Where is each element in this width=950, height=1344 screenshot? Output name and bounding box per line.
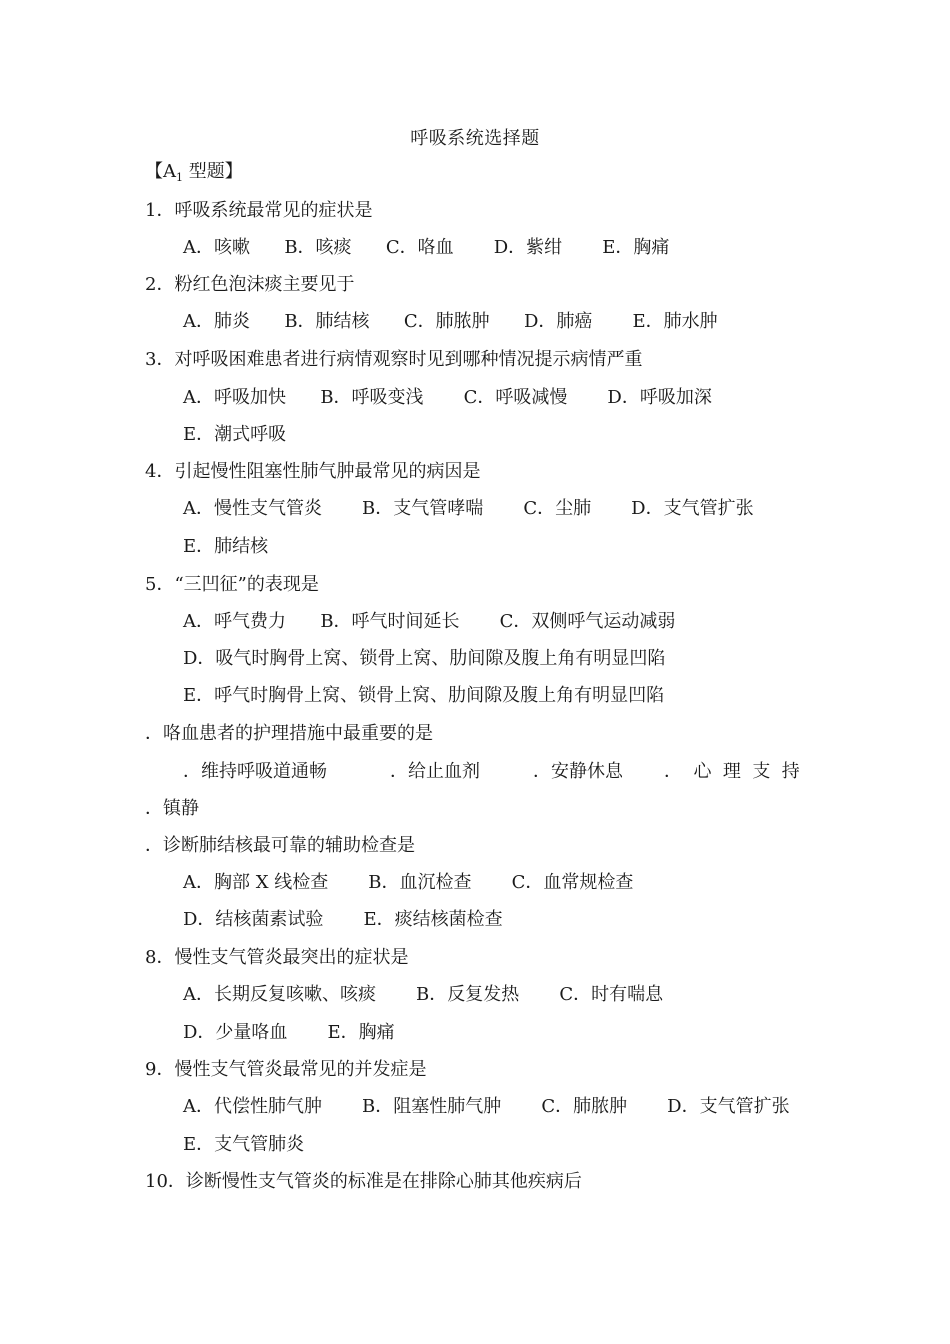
question-9: 9．慢性支气管炎最常见的并发症是 — [145, 1059, 427, 1080]
question-9-options: A．代偿性肺气肿 B．阻塞性肺气肿 C．肺脓肿 D．支气管扩张 — [183, 1096, 790, 1117]
question-6-options: ．镇静 — [145, 798, 199, 819]
question-5-options: D．吸气时胸骨上窝、锁骨上窝、肋间隙及腹上角有明显凹陷 — [183, 648, 666, 669]
question-7: ．诊断肺结核最可靠的辅助检查是 — [145, 835, 415, 856]
question-8-options: D．少量咯血 E．胸痛 — [183, 1022, 395, 1043]
question-6-option-c: ．安静休息 — [533, 761, 623, 782]
question-6-option-d: ． 心 理 支 持 — [664, 761, 800, 782]
page-title: 呼吸系统选择题 — [410, 128, 540, 149]
question-3-options: E．潮式呼吸 — [183, 424, 287, 445]
question-6-option-b: ．给止血剂 — [390, 761, 480, 782]
question-8-options: A．长期反复咳嗽、咳痰 B．反复发热 C．时有喘息 — [183, 984, 664, 1005]
section-suffix: 型题】 — [183, 161, 243, 182]
question-7-options: A．胸部 X 线检查 B．血沉检查 C．血常规检查 — [183, 872, 634, 893]
section-subscript: 1 — [176, 171, 183, 184]
question-10: 10．诊断慢性支气管炎的标准是在排除心肺其他疾病后 — [145, 1171, 582, 1192]
question-6: ．咯血患者的护理措施中最重要的是 — [145, 723, 433, 744]
question-4: 4．引起慢性阻塞性肺气肿最常见的病因是 — [145, 461, 481, 482]
question-5-options: E．呼气时胸骨上窝、锁骨上窝、肋间隙及腹上角有明显凹陷 — [183, 685, 665, 706]
section-heading — [145, 160, 243, 190]
question-6-option-a: ．维持呼吸道通畅 — [183, 761, 327, 782]
question-3-options: A．呼吸加快 B．呼吸变浅 C．呼吸减慢 D．呼吸加深 — [183, 387, 712, 408]
question-4-options: E．肺结核 — [183, 536, 269, 557]
section-prefix: 【A — [145, 161, 176, 182]
question-5: 5．“三凹征”的表现是 — [145, 574, 319, 595]
question-2-options: A．肺炎 B．肺结核 C．肺脓肿 D．肺癌 E．肺水肿 — [183, 311, 718, 332]
question-8: 8．慢性支气管炎最突出的症状是 — [145, 947, 409, 968]
question-9-options: E．支气管肺炎 — [183, 1134, 305, 1155]
question-1: 1．呼吸系统最常见的症状是 — [145, 200, 373, 221]
question-1-options: A．咳嗽 B．咳痰 C．咯血 D．紫绀 E．胸痛 — [183, 237, 670, 258]
question-5-options: A．呼气费力 B．呼气时间延长 C．双侧呼气运动减弱 — [183, 611, 676, 632]
question-3: 3．对呼吸困难患者进行病情观察时见到哪种情况提示病情严重 — [145, 349, 643, 370]
question-2: 2．粉红色泡沫痰主要见于 — [145, 274, 355, 295]
question-7-options: D．结核菌素试验 E．痰结核菌检查 — [183, 909, 503, 930]
question-4-options: A．慢性支气管炎 B．支气管哮喘 C．尘肺 D．支气管扩张 — [183, 498, 754, 519]
